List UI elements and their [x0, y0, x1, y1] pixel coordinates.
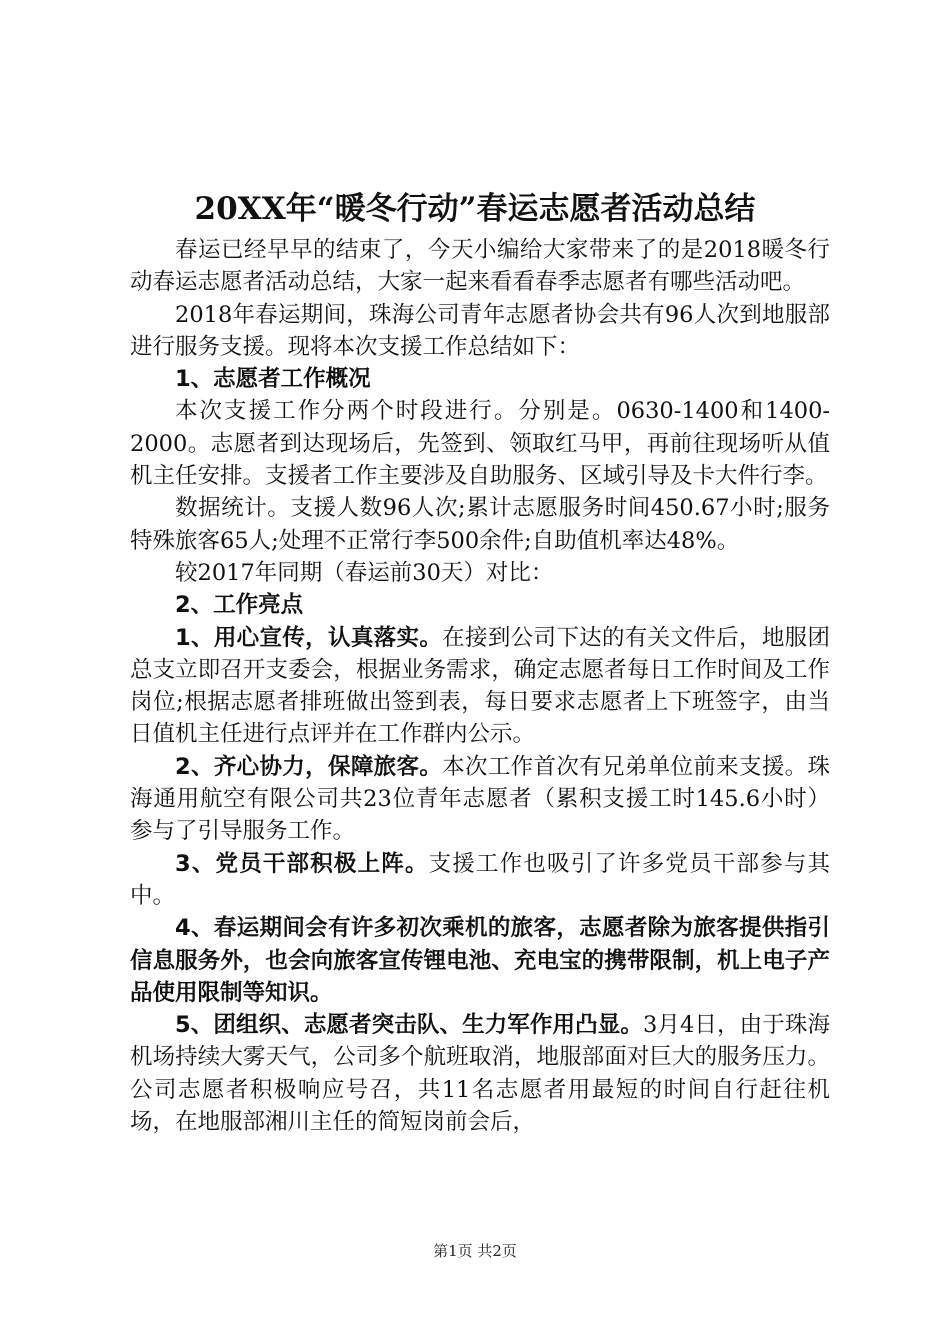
highlight-item-1-text: 在接到公司下达的有关文件后，地服团总支立即召开支委会，根据业务需求，确定志愿者每日工作时间及工作岗位;根据志愿者排班做出签到表，每日要求志愿者上下班签字，由当日值机主任进行点评并在工作群内公示。 — [130, 624, 830, 748]
document-title: 20XX年“暖冬行动”春运志愿者活动总结 — [194, 191, 756, 227]
highlight-item-3-title: 3、党员干部积极上阵。 — [175, 850, 429, 877]
highlight-item-2-text: 本次工作首次有兄弟单位前来支援。珠海通用航空有限公司共23位青年志愿者（累积支援工时145.6小时）参与了引导服务工作。 — [130, 753, 830, 845]
highlight-item-5-text: 3月4日，由于珠海机场持续大雾天气，公司多个航班取消，地服部面对巨大的服务压力。公司志愿者积极响应号召，共11名志愿者用最短的时间自行赶往机场，在地服部湘川主任的简短岗前会后， — [130, 1012, 830, 1136]
highlight-item-5 — [130, 1009, 830, 1138]
page-number-footer: 第1页 共2页 — [433, 1242, 517, 1260]
highlight-item-3-text: 支援工作也吸引了许多党员干部参与其中。 — [130, 850, 830, 909]
highlight-item-4-title: 4、春运期间会有许多初次乘机的旅客，志愿者除为旅客提供指引信息服务外，也会向旅客宣传锂电池、充电宝的携带限制，机上电子产品使用限制等知识。 — [130, 915, 830, 1006]
highlight-item-3 — [130, 848, 830, 913]
paragraph-statistics: 数据统计。支援人数96人次;累计志愿服务时间450.67小时;服务特殊旅客65人;处理不正常行李500余件;自助值机率达48%。 — [130, 495, 830, 554]
highlight-item-2 — [130, 751, 830, 848]
highlight-item-5-title: 5、团组织、志愿者突击队、生力军作用凸显。 — [175, 1012, 643, 1039]
highlight-item-1-title: 1、用心宣传，认真落实。 — [175, 624, 443, 651]
paragraph-schedule: 本次支援工作分两个时段进行。分别是。0630-1400和1400-2000。志愿者到达现场后，先签到、领取红马甲，再前往现场听从值机主任安排。支援者工作主要涉及自助服务、区域引导及卡大件行李。 — [130, 398, 830, 490]
intro-paragraph: 春运已经早早的结束了，今天小编给大家带来了的是2018暖冬行动春运志愿者活动总结，大家一起来看看春季志愿者有哪些活动吧。 — [130, 237, 830, 296]
highlight-item-2-title: 2、齐心协力，保障旅客。 — [175, 753, 443, 780]
highlight-item-4 — [130, 912, 830, 1009]
section-heading-1: 1、志愿者工作概况 — [175, 366, 371, 393]
paragraph-overview: 2018年春运期间，珠海公司青年志愿者协会共有96人次到地服部进行服务支援。现将本次支援工作总结如下： — [130, 301, 830, 360]
highlight-item-1 — [130, 622, 830, 751]
document-body — [130, 234, 830, 1138]
section-heading-2: 2、工作亮点 — [175, 592, 304, 619]
paragraph-comparison: 较2017年同期（春运前30天）对比： — [175, 559, 554, 586]
